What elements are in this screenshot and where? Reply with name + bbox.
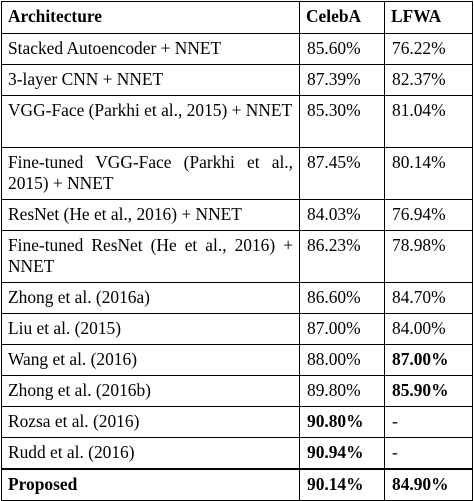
architecture-cell: Stacked Autoencoder + NNET [2,34,300,65]
table-row [2,148,473,200]
architecture-cell: 3-layer CNN + NNET [2,65,300,96]
architecture-cell: Fine-tuned ResNet (He et al., 2016) + NNET [2,231,300,283]
celeba-cell: 85.60% [300,34,385,65]
lfwa-cell: 84.70% [385,283,473,314]
architecture-cell: Fine-tuned VGG-Face (Parkhi et al., 2015) + NNET [2,148,300,200]
table-row [2,283,473,314]
lfwa-cell: - [385,438,473,470]
lfwa-cell-best: 85.90% [385,376,473,407]
celeba-cell: 89.80% [300,376,385,407]
celeba-cell-best: 90.80% [300,407,385,438]
lfwa-cell: 76.22% [385,34,473,65]
celeba-cell: 87.45% [300,148,385,200]
table-row [2,96,473,148]
table-row [2,345,473,376]
table-row [2,231,473,283]
lfwa-cell: 80.14% [385,148,473,200]
table-row [2,65,473,96]
architecture-cell: VGG-Face (Parkhi et al., 2015) + NNET [2,96,300,148]
celeba-cell: 85.30% [300,96,385,148]
lfwa-cell: 84.90% [385,469,473,501]
lfwa-cell: 76.94% [385,200,473,231]
celeba-cell-best: 90.94% [300,438,385,470]
celeba-cell: 87.00% [300,314,385,345]
table-row [2,314,473,345]
architecture-cell: Zhong et al. (2016b) [2,376,300,407]
architecture-cell: Rudd et al. (2016) [2,438,300,470]
celeba-cell: 84.03% [300,200,385,231]
lfwa-cell-best: 87.00% [385,345,473,376]
architecture-cell: Rozsa et al. (2016) [2,407,300,438]
celeba-cell: 88.00% [300,345,385,376]
proposed-row [2,469,473,501]
results-table [1,1,473,501]
lfwa-cell: 81.04% [385,96,473,148]
celeba-cell: 86.60% [300,283,385,314]
table-row [2,407,473,438]
architecture-cell: Wang et al. (2016) [2,345,300,376]
table-row [2,438,473,470]
header-architecture: Architecture [2,2,300,34]
header-row [2,2,473,34]
architecture-cell: Zhong et al. (2016a) [2,283,300,314]
architecture-cell: Proposed [2,469,300,501]
architecture-cell: Liu et al. (2015) [2,314,300,345]
lfwa-cell: 84.00% [385,314,473,345]
architecture-cell: ResNet (He et al., 2016) + NNET [2,200,300,231]
celeba-cell: 87.39% [300,65,385,96]
lfwa-cell: - [385,407,473,438]
table-row [2,376,473,407]
header-lfwa: LFWA [385,2,473,34]
lfwa-cell: 78.98% [385,231,473,283]
table-row [2,34,473,65]
header-celeba: CelebA [300,2,385,34]
celeba-cell: 86.23% [300,231,385,283]
lfwa-cell: 82.37% [385,65,473,96]
celeba-cell: 90.14% [300,469,385,501]
table-row [2,200,473,231]
